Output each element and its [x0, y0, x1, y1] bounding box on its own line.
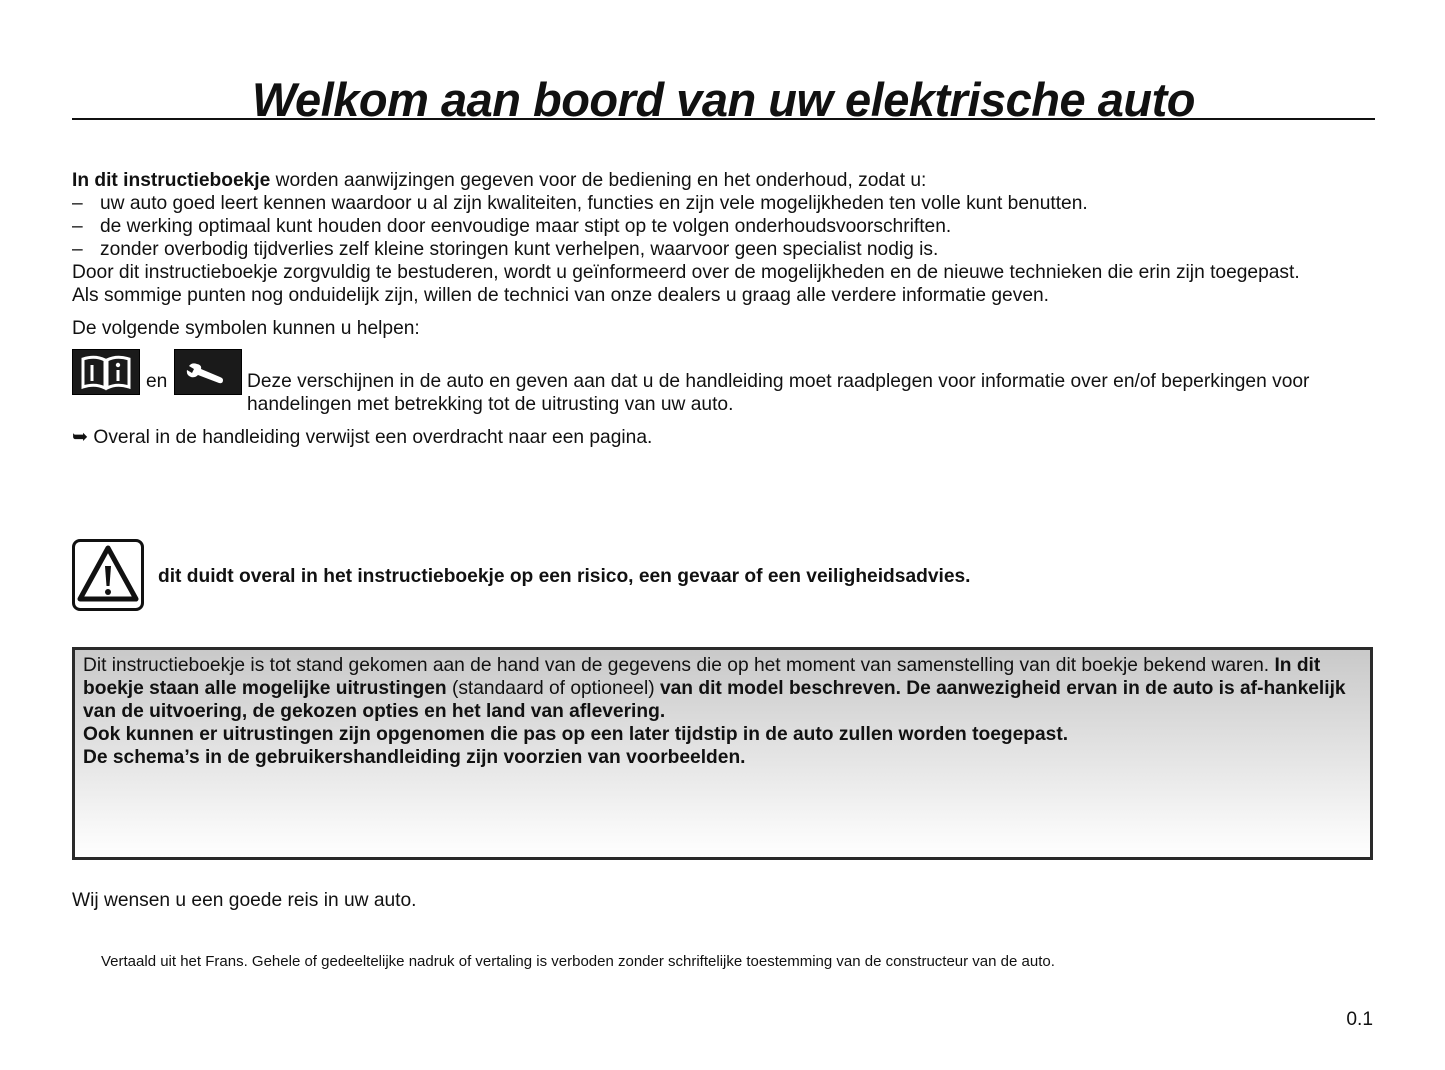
intro-bullet — [72, 192, 1382, 215]
warning-text: dit duidt overal in het instructieboekje op een risico, een gevaar of een veiligheidsadvies. — [158, 566, 971, 587]
intro-paragraph: Als sommige punten nog onduidelijk zijn, willen de technici van onze dealers u graag alle verdere informatie geven. — [72, 285, 1049, 306]
dash-mark: – — [72, 216, 83, 237]
notice-plain: Dit instructieboekje is tot stand gekomen aan de hand van de gegevens die op het moment van samenstelling van dit boekje bekend waren. — [83, 655, 1275, 676]
page-reference-note — [72, 426, 1382, 449]
intro-lead-rest: worden aanwijzingen gegeven voor de bediening en het onderhoud, zodat u: — [270, 170, 927, 191]
page-reference-text: Overal in de handleiding verwijst een overdracht naar een pagina. — [88, 427, 653, 448]
intro-bullet-text: zonder overbodig tijdverlies zelf kleine storingen kunt verhelpen, waarvoor geen specialist nodig is. — [100, 239, 939, 260]
intro-bullet-text: uw auto goed leert kennen waardoor u al zijn kwaliteiten, functies en zijn vele mogelijkheden ten volle kunt benutten. — [100, 193, 1088, 214]
closing-text: Wij wensen u een goede reis in uw auto. — [72, 890, 417, 911]
warning-triangle-icon — [72, 539, 144, 611]
intro-section — [72, 169, 1382, 307]
notice-bold: In dit boekje staan alle mogelijke uitrustingen — [83, 655, 1321, 699]
symbols-lead: De volgende symbolen kunnen u helpen: — [72, 318, 420, 339]
intro-bullet — [72, 215, 1382, 238]
page-number: 0.1 — [1346, 1009, 1373, 1030]
translation-note: Vertaald uit het Frans. Gehele of gedeeltelijke nadruk of vertaling is verboden zonder schriftelijke toestemming van de constructeur van de auto. — [101, 953, 1055, 970]
page-title: Welkom aan boord van uw elektrische auto — [252, 73, 1195, 126]
notice-bold: De schema’s in de gebruikershandleiding zijn voorzien van voorbeelden. — [83, 747, 746, 768]
page-title-bar — [72, 70, 1375, 126]
intro-paragraph: Door dit instructieboekje zorgvuldig te bestuderen, wordt u geïnformeerd over de mogelijkheden en de nieuwe technieken die erin zijn toegepast. — [72, 262, 1300, 283]
and-label: en — [146, 371, 168, 392]
intro-bullet-text: de werking optimaal kunt houden door eenvoudige maar stipt op te volgen onderhoudsvoorschriften. — [100, 216, 952, 237]
intro-lead — [72, 169, 1382, 192]
dash-mark: – — [72, 239, 83, 260]
wrench-icon — [174, 349, 242, 395]
book-info-icon — [72, 349, 140, 395]
notice-box — [72, 647, 1373, 860]
notice-text — [83, 654, 1371, 769]
intro-bullet — [72, 238, 1382, 261]
notice-bold: Ook kunnen er uitrustingen zijn opgenomen die pas op een later tijdstip in de auto zullen worden toegepast. — [83, 724, 1069, 745]
notice-bold: van dit model beschreven. De aanwezigheid ervan in de auto is af-hankelijk van de uitvoering, de gekozen opties en het land van aflevering. — [83, 678, 1346, 722]
notice-plain: (standaard of optioneel) — [446, 678, 660, 699]
intro-lead-bold: In dit instructieboekje — [72, 170, 271, 191]
arrow-icon: ➥ — [72, 427, 89, 448]
symbols-description: Deze verschijnen in de auto en geven aan dat u de handleiding moet raadplegen voor informatie over en/of beperkingen voor handelingen met betrekking tot de uitrusting van uw auto. — [247, 371, 1310, 415]
dash-mark: – — [72, 193, 83, 214]
